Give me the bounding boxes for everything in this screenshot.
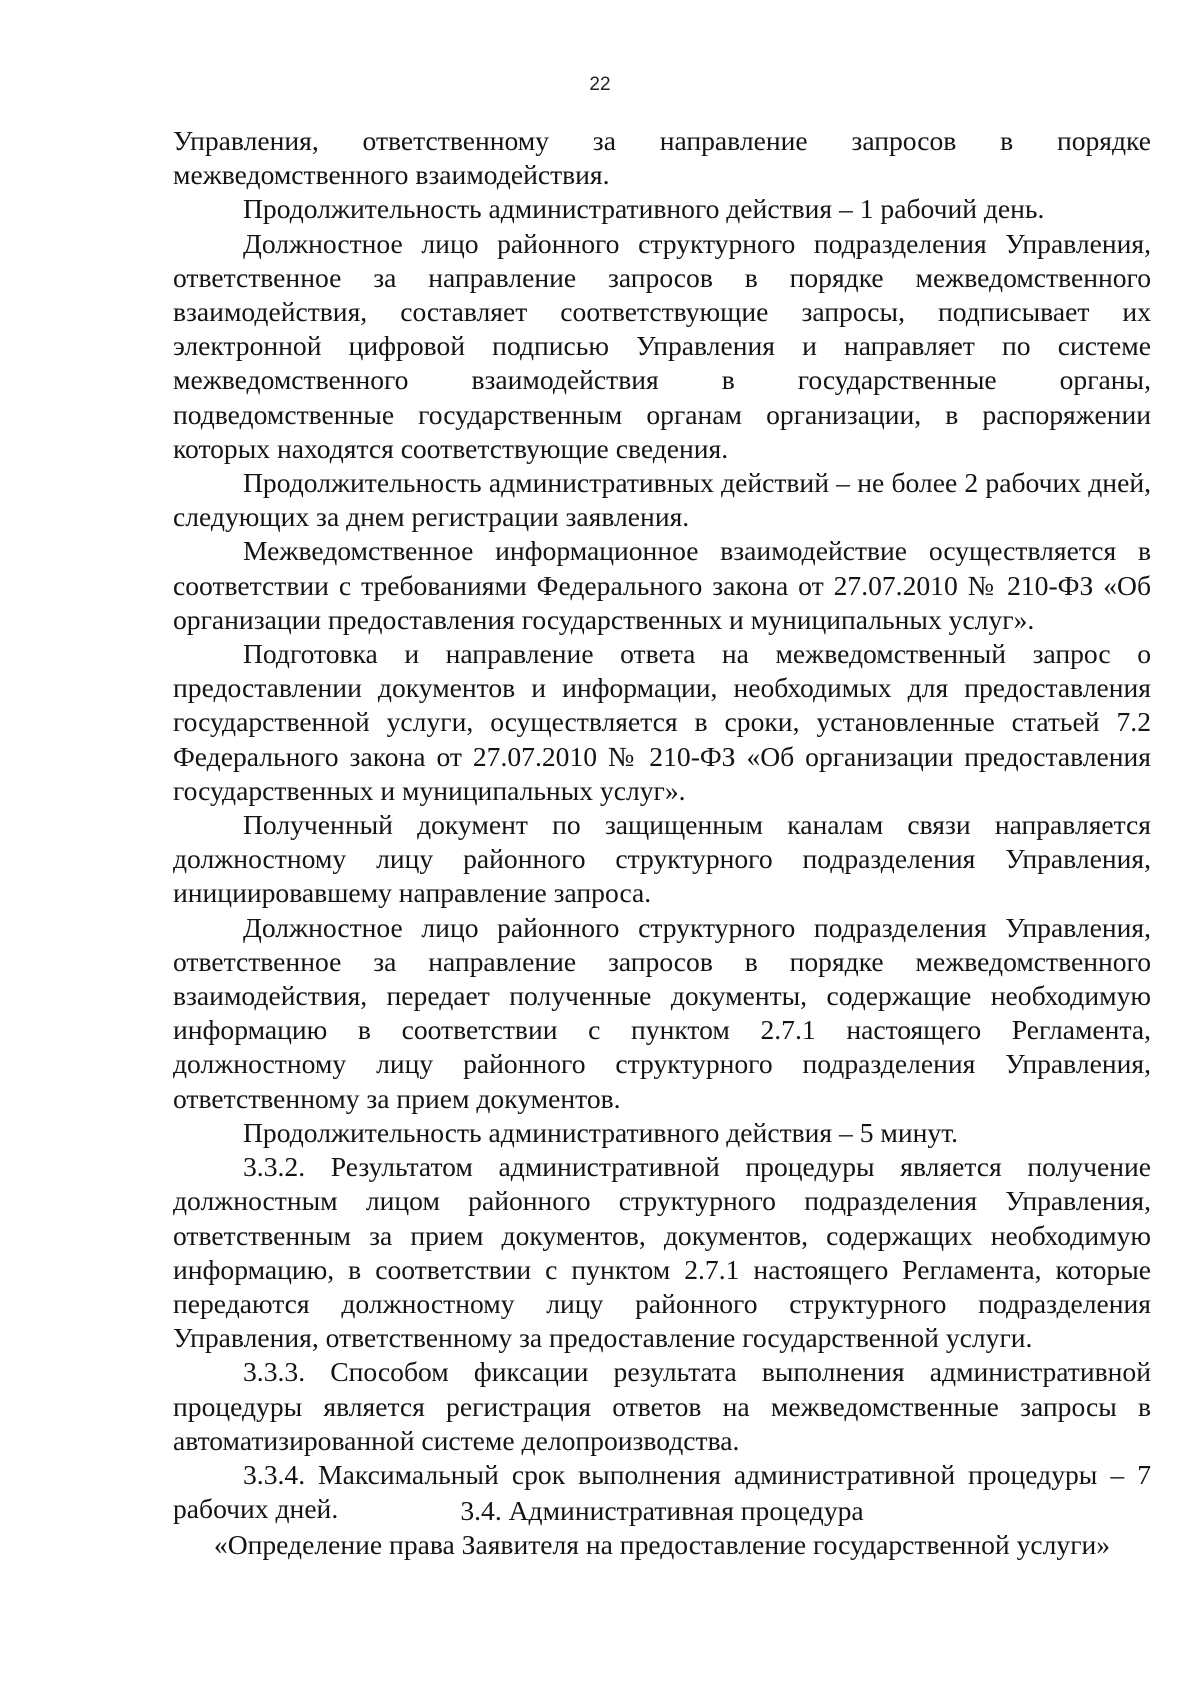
section-heading-number: 3.4. Административная процедура — [460, 1495, 864, 1526]
paragraph-continuation: Управления, ответственному за направление запросов в порядке межведомственного взаимодействия. — [173, 125, 1151, 191]
page-number: 22 — [589, 74, 611, 95]
paragraph-duration-2-days: Продолжительность административных действий – не более 2 рабочих дней, следующих за днем регистрации заявления. — [173, 467, 1151, 533]
paragraph-duration-5-minutes: Продолжительность административного действия – 5 минут. — [243, 1116, 959, 1148]
body-text — [173, 124, 1151, 1526]
paragraph-3-3-3: 3.3.3. Способом фиксации результата выполнения административной процедуры является регистрация ответов на межведомственные запросы в автоматизированной системе делопроизводства. — [173, 1356, 1151, 1456]
paragraph-3-3-2: 3.3.2. Результатом административной процедуры является получение должностным лицом районного структурного подразделения Управления, ответственным за прием документов, документов, содержащих необходимую информацию, в соответствии с пунктом 2.7.1 настоящего Регламента, которые передаются должностному лицу районного структурного подразделения Управления, ответственному за предоставление государственной услуги. — [173, 1151, 1151, 1354]
paragraph-duration-1-day: Продолжительность административного действия – 1 рабочий день. — [243, 193, 1045, 225]
paragraph-response-preparation: Подготовка и направление ответа на межведомственный запрос о предоставлении документов и информации, необходимых для предоставления государственной услуги, осуществляется в сроки, установленные статьей 7.2 Федерального закона от 27.07.2010 № 210-ФЗ «Об организации предоставления государственных и муниципальных услуг». — [173, 638, 1151, 806]
section-heading — [173, 1494, 1151, 1562]
paragraph-official-sends-requests: Должностное лицо районного структурного подразделения Управления, ответственное за направление запросов в порядке межведомственного взаимодействия, составляет соответствующие запросы, подписывает их электронной цифровой подписью Управления и направляет по системе межведомственного взаимодействия в государственные органы, подведомственные государственным органам организации, в распоряжении которых находятся соответствующие сведения. — [173, 227, 1151, 464]
paragraph-3-3-4: 3.3.4. Максимальный срок выполнения административной процедуры – 7 рабочих дней. — [173, 1458, 1151, 1525]
paragraph-interagency-law: Межведомственное информационное взаимодействие осуществляется в соответствии с требованиями Федерального закона от 27.07.2010 № 210-ФЗ «Об организации предоставления государственных и муниципальных услуг». — [173, 535, 1151, 635]
section-heading-title: «Определение права Заявителя на предоставление государственной услуги» — [213, 1529, 1111, 1561]
paragraph-official-transfers-documents: Должностное лицо районного структурного подразделения Управления, ответственное за направление запросов в порядке межведомственного взаимодействия, передает полученные документы, содержащие необходимую информацию в соответствии с пунктом 2.7.1 настоящего Регламента, должностному лицу районного структурного подразделения Управления, ответственному за прием документов. — [173, 911, 1151, 1114]
paragraph-document-received: Полученный документ по защищенным каналам связи направляется должностному лицу районного структурного подразделения Управления, инициировавшему направление запроса. — [173, 809, 1151, 909]
